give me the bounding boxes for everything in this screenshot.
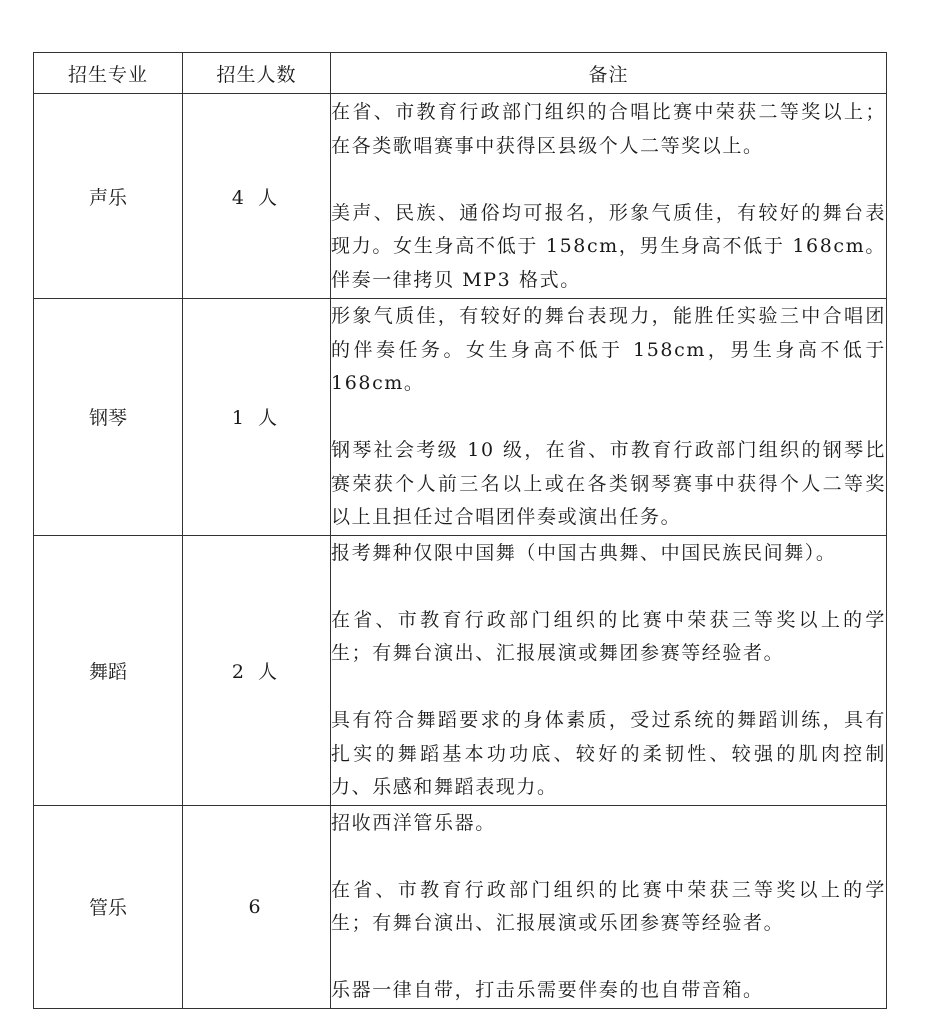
major-cell: 钢琴 (34, 299, 183, 536)
note-paragraph: 招收西洋管乐器。 (331, 811, 496, 834)
note-paragraph: 报考舞种仅限中国舞（中国古典舞、中国民族民间舞）。 (331, 541, 837, 564)
table-row (34, 94, 887, 299)
header-notes: 备注 (331, 53, 887, 94)
table-row (34, 805, 887, 1008)
notes-cell (331, 535, 887, 805)
count-cell: 6 (183, 805, 331, 1008)
note-paragraph: 具有符合舞蹈要求的身体素质，受过系统的舞蹈训练，具有扎实的舞蹈基本功功底、较好的柔韧性、较强的肌肉控制力、乐感和舞蹈表现力。 (331, 709, 886, 798)
notes-cell (331, 94, 887, 299)
note-paragraph: 美声、民族、通俗均可报名，形象气质佳，有较好的舞台表现力。女生身高不低于 158cm，男生身高不低于 168cm。伴奏一律拷贝 MP3 格式。 (331, 201, 886, 291)
note-paragraph: 在省、市教育行政部门组织的比赛中荣获三等奖以上的学生；有舞台演出、汇报展演或舞团参赛等经验者。 (331, 608, 886, 664)
count-cell: 4 人 (183, 94, 331, 299)
note-paragraph: 在省、市教育行政部门组织的比赛中荣获三等奖以上的学生；有舞台演出、汇报展演或乐团参赛等经验者。 (331, 878, 886, 934)
note-paragraph: 在省、市教育行政部门组织的合唱比赛中荣获二等奖以上；在各类歌唱赛事中获得区县级个人二等奖以上。 (331, 101, 886, 157)
table-row (34, 535, 887, 805)
major-cell: 管乐 (34, 805, 183, 1008)
admissions-table (33, 52, 887, 1009)
table-header-row (34, 53, 887, 94)
header-major: 招生专业 (34, 53, 183, 94)
note-paragraph: 形象气质佳，有较好的舞台表现力，能胜任实验三中合唱团的伴奏任务。女生身高不低于 158cm，男生身高不低于 168cm。 (331, 305, 886, 394)
note-paragraph: 乐器一律自带，打击乐需要伴奏的也自带音箱。 (331, 979, 764, 1001)
header-count: 招生人数 (183, 53, 331, 94)
major-cell: 舞蹈 (34, 535, 183, 805)
notes-cell (331, 805, 887, 1008)
notes-cell (331, 299, 887, 536)
count-cell: 2 人 (183, 535, 331, 805)
major-cell: 声乐 (34, 94, 183, 299)
note-paragraph: 钢琴社会考级 10 级，在省、市教育行政部门组织的钢琴比赛荣获个人前三名以上或在各类钢琴赛事中获得个人二等奖以上且担任过合唱团伴奏或演出任务。 (331, 439, 886, 528)
count-cell: 1 人 (183, 299, 331, 536)
table-row (34, 299, 887, 536)
